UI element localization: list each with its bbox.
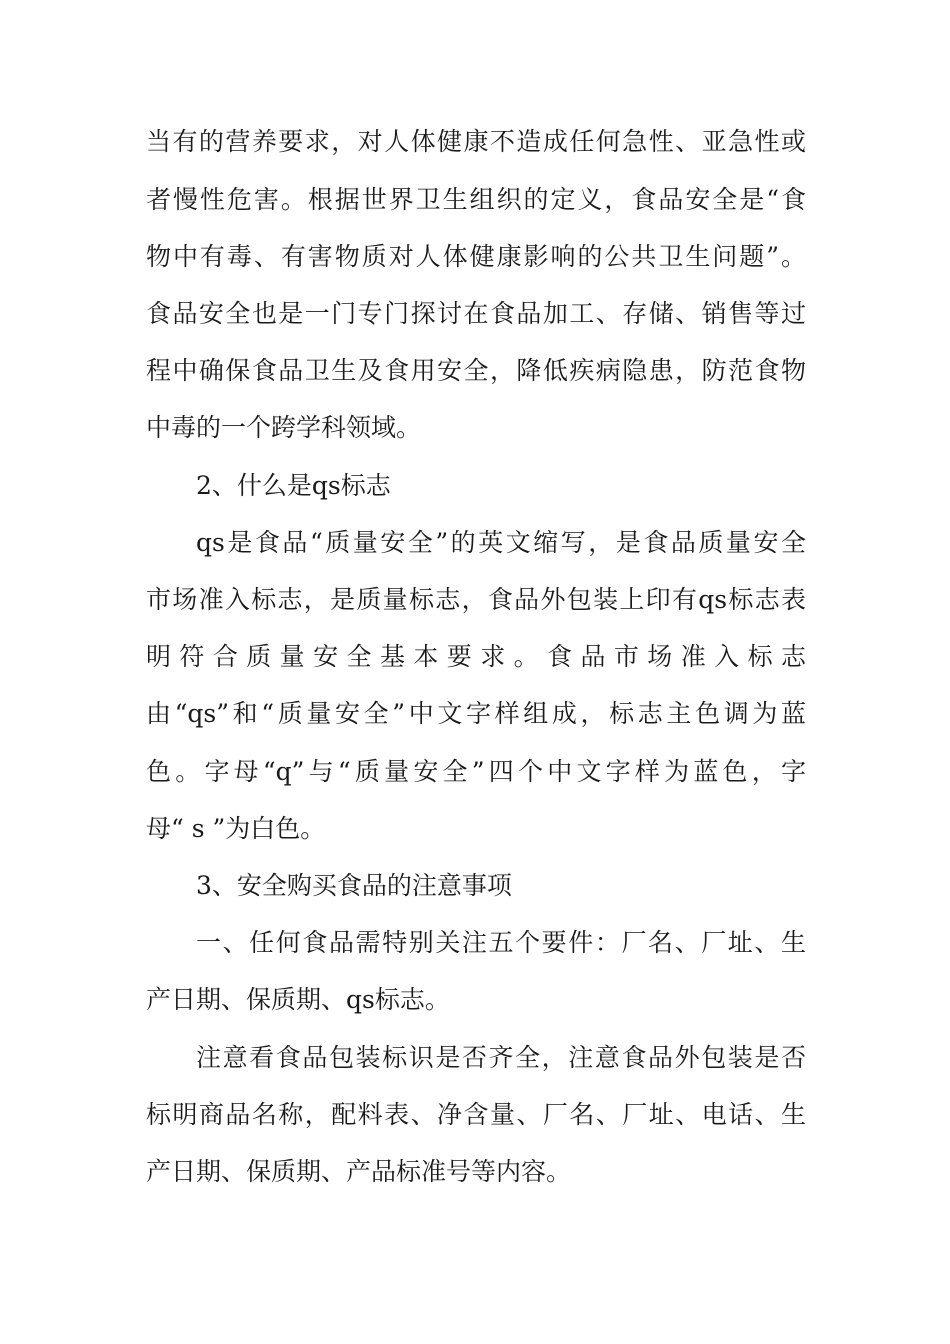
section-heading-2: 2、什么是qs标志 [196,471,391,500]
text-line-10: 明符合质量安全基本要求。食品市场准入标志 [146,642,806,671]
text-line-18: 标明商品名称，配料表、净含量、厂名、厂址、电话、生 [146,1100,806,1129]
text-line-3: 物中有毒、有害物质对人体健康影响的公共卫生问题”。 [146,242,806,271]
section-heading-3: 3、安全购买食品的注意事项 [196,871,512,900]
text-line-11: 由“qs”和“质量安全”中文字样组成，标志主色调为蓝 [146,699,806,728]
text-line-8: qs是食品“质量安全”的英文缩写，是食品质量安全 [196,528,806,557]
text-line-12: 色。字母“q”与“质量安全”四个中文字样为蓝色，字 [146,757,806,786]
text-line-15: 一、任何食品需特别关注五个要件：厂名、厂址、生 [196,928,806,957]
text-line-4: 食品安全也是一门专门探讨在食品加工、存储、销售等过 [146,299,806,328]
text-line-9: 市场准入标志，是质量标志，食品外包装上印有qs标志表 [146,585,806,614]
text-line-1: 当有的营养要求，对人体健康不造成任何急性、亚急性或 [146,127,806,156]
text-line-19: 产日期、保质期、产品标准号等内容。 [146,1157,572,1186]
text-line-16: 产日期、保质期、qs标志。 [146,985,450,1014]
text-line-6: 中毒的一个跨学科领域。 [146,413,422,442]
text-line-17: 注意看食品包装标识是否齐全，注意食品外包装是否 [196,1043,806,1072]
text-line-5: 程中确保食品卫生及食用安全，降低疾病隐患，防范食物 [146,356,806,385]
text-line-13: 母“ s ”为白色。 [146,814,326,843]
text-line-2: 者慢性危害。根据世界卫生组织的定义，食品安全是“食 [146,185,806,214]
